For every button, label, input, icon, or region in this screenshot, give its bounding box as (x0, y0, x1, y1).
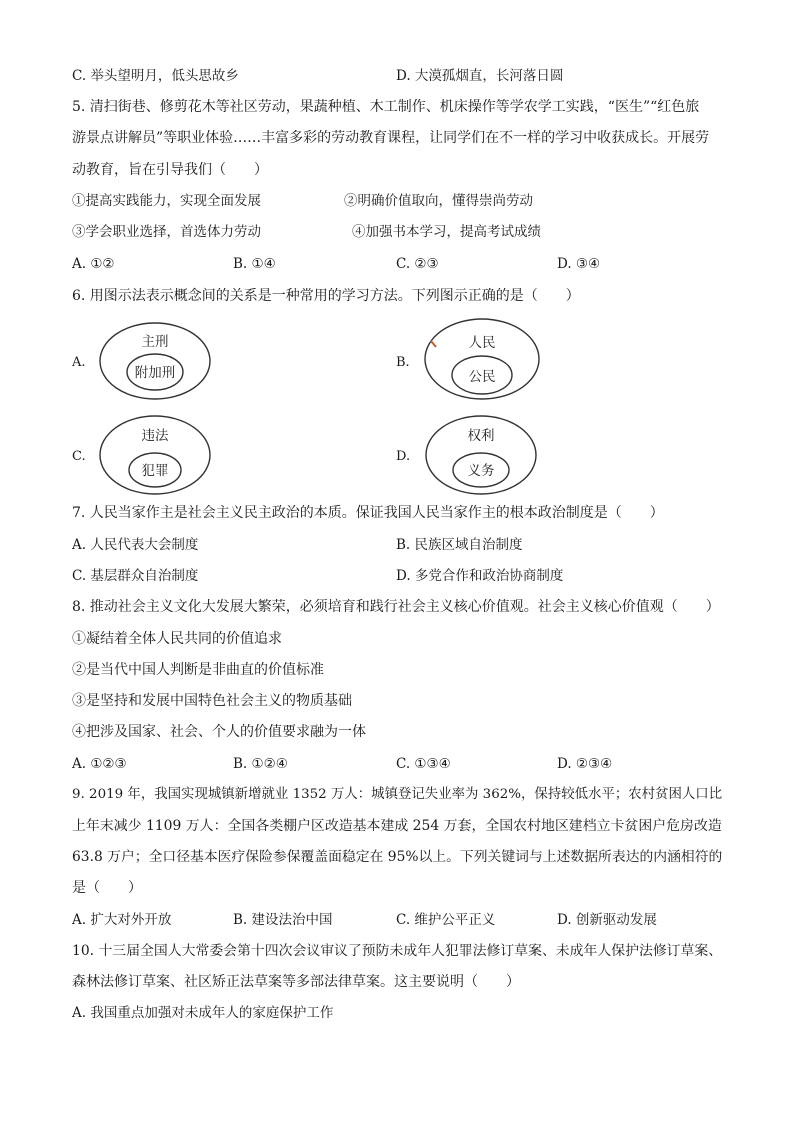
q4-option-c: C. 举头望明月，低头思故乡 (72, 68, 239, 84)
q9-option-c: C. 维护公平正义 (396, 912, 496, 928)
q5-option-c: C. ②③ (396, 256, 439, 272)
q5-item-1: ①提高实践能力，实现全面发展 (72, 193, 261, 209)
q8-option-c: C. ①③④ (396, 756, 451, 772)
q8-item-3: ③是坚持和发展中国特色社会主义的物质基础 (72, 693, 352, 709)
q6-d-outer-label: 权利 (467, 428, 495, 444)
q5-stem-line-1: 5. 清扫街巷、修剪花木等社区劳动，果蔬种植、木工制作、机床操作等学农学工实践，“医生”“红色旅 (72, 99, 700, 115)
q6-option-c-letter: C. (72, 449, 86, 464)
q4-option-d: D. 大漠孤烟直，长河落日圆 (396, 68, 564, 84)
q9-stem-line-2: 上年末减少 1109 万人：全国各类棚户区改造基本建成 254 万套，全国农村地区建档立卡贫困户危房改造 (72, 818, 722, 834)
q10-option-a: A. 我国重点加强对未成年人的家庭保护工作 (72, 1005, 334, 1021)
q8-stem: 8. 推动社会主义文化大发展大繁荣，必须培育和践行社会主义核心价值观。社会主义核心价值观（ ） (72, 599, 720, 615)
q7-option-a: A. 人民代表大会制度 (72, 537, 199, 553)
q6-diagram-d (424, 414, 538, 496)
q9-stem-line-1: 9. 2019 年，我国实现城镇新增就业 1352 万人：城镇登记失业率为 362%，保持较低水平；农村贫困人口比 (72, 787, 723, 802)
q6-b-outer-label: 人民 (468, 335, 496, 351)
q5-item-4: ④加强书本学习，提高考试成绩 (352, 224, 541, 240)
q5-item-2: ②明确价值取向，懂得崇尚劳动 (344, 193, 533, 209)
q10-stem-line-2: 森林法修订草案、社区矫正法草案等多部法律草案。这主要说明（ ） (72, 974, 520, 990)
q5-stem-line-3: 动教育，旨在引导我们（ ） (72, 162, 268, 178)
q6-b-inner-label: 公民 (468, 369, 496, 385)
q6-a-inner-label: 附加刑 (134, 365, 176, 381)
q8-option-b: B. ①②④ (233, 756, 288, 772)
q9-option-d: D. 创新驱动发展 (557, 912, 657, 928)
q8-item-1: ①凝结着全体人民共同的价值追求 (72, 631, 282, 647)
q8-option-a: A. ①②③ (72, 756, 127, 772)
q6-diagram-a (98, 321, 212, 401)
q5-item-3: ③学会职业选择，首选体力劳动 (72, 224, 261, 240)
q6-option-a-letter: A. (72, 355, 86, 370)
q9-option-b: B. 建设法治中国 (233, 912, 333, 928)
q8-option-d: D. ②③④ (557, 756, 613, 772)
q5-option-d: D. ③④ (557, 256, 601, 272)
q8-item-2: ②是当代中国人判断是非曲直的价值标准 (72, 662, 324, 678)
q6-stem: 6. 用图示法表示概念间的关系是一种常用的学习方法。下列图示正确的是（ ） (72, 288, 580, 304)
q6-option-b-letter: B. (396, 355, 410, 370)
q5-stem-line-2: 游景点讲解员”等职业体验……丰富多彩的劳动教育课程，让同学们在不一样的学习中收获成长。开展劳 (72, 130, 710, 146)
q5-option-a: A. ①② (72, 256, 115, 272)
q6-a-outer-label: 主刑 (141, 334, 169, 350)
q9-option-a: A. 扩大对外开放 (72, 912, 172, 928)
q6-diagram-b (422, 315, 542, 401)
q6-c-outer-label: 违法 (141, 428, 169, 444)
q8-item-4: ④把涉及国家、社会、个人的价值要求融为一体 (72, 724, 366, 740)
q5-option-b: B. ①④ (233, 256, 276, 272)
q9-stem-line-3: 63.8 万户；全口径基本医疗保险参保覆盖面稳定在 95%以上。下列关键词与上述数据所表达的内涵相符的 (72, 849, 723, 865)
q7-option-b: B. 民族区域自治制度 (396, 537, 523, 553)
q10-stem-line-1: 10. 十三届全国人大常委会第十四次会议审议了预防未成年人犯罪法修订草案、未成年人保护法修订草案、 (72, 943, 723, 959)
q6-diagram-c (98, 414, 212, 496)
q9-stem-line-4: 是（ ） (72, 880, 142, 896)
q6-c-inner-label: 犯罪 (141, 463, 169, 479)
q7-stem: 7. 人民当家作主是社会主义民主政治的本质。保证我国人民当家作主的根本政治制度是（ ） (72, 505, 664, 521)
q7-option-c: C. 基层群众自治制度 (72, 568, 199, 584)
q6-d-inner-label: 义务 (467, 463, 495, 479)
q7-option-d: D. 多党合作和政治协商制度 (396, 568, 564, 584)
q6-option-d-letter: D. (396, 449, 411, 464)
